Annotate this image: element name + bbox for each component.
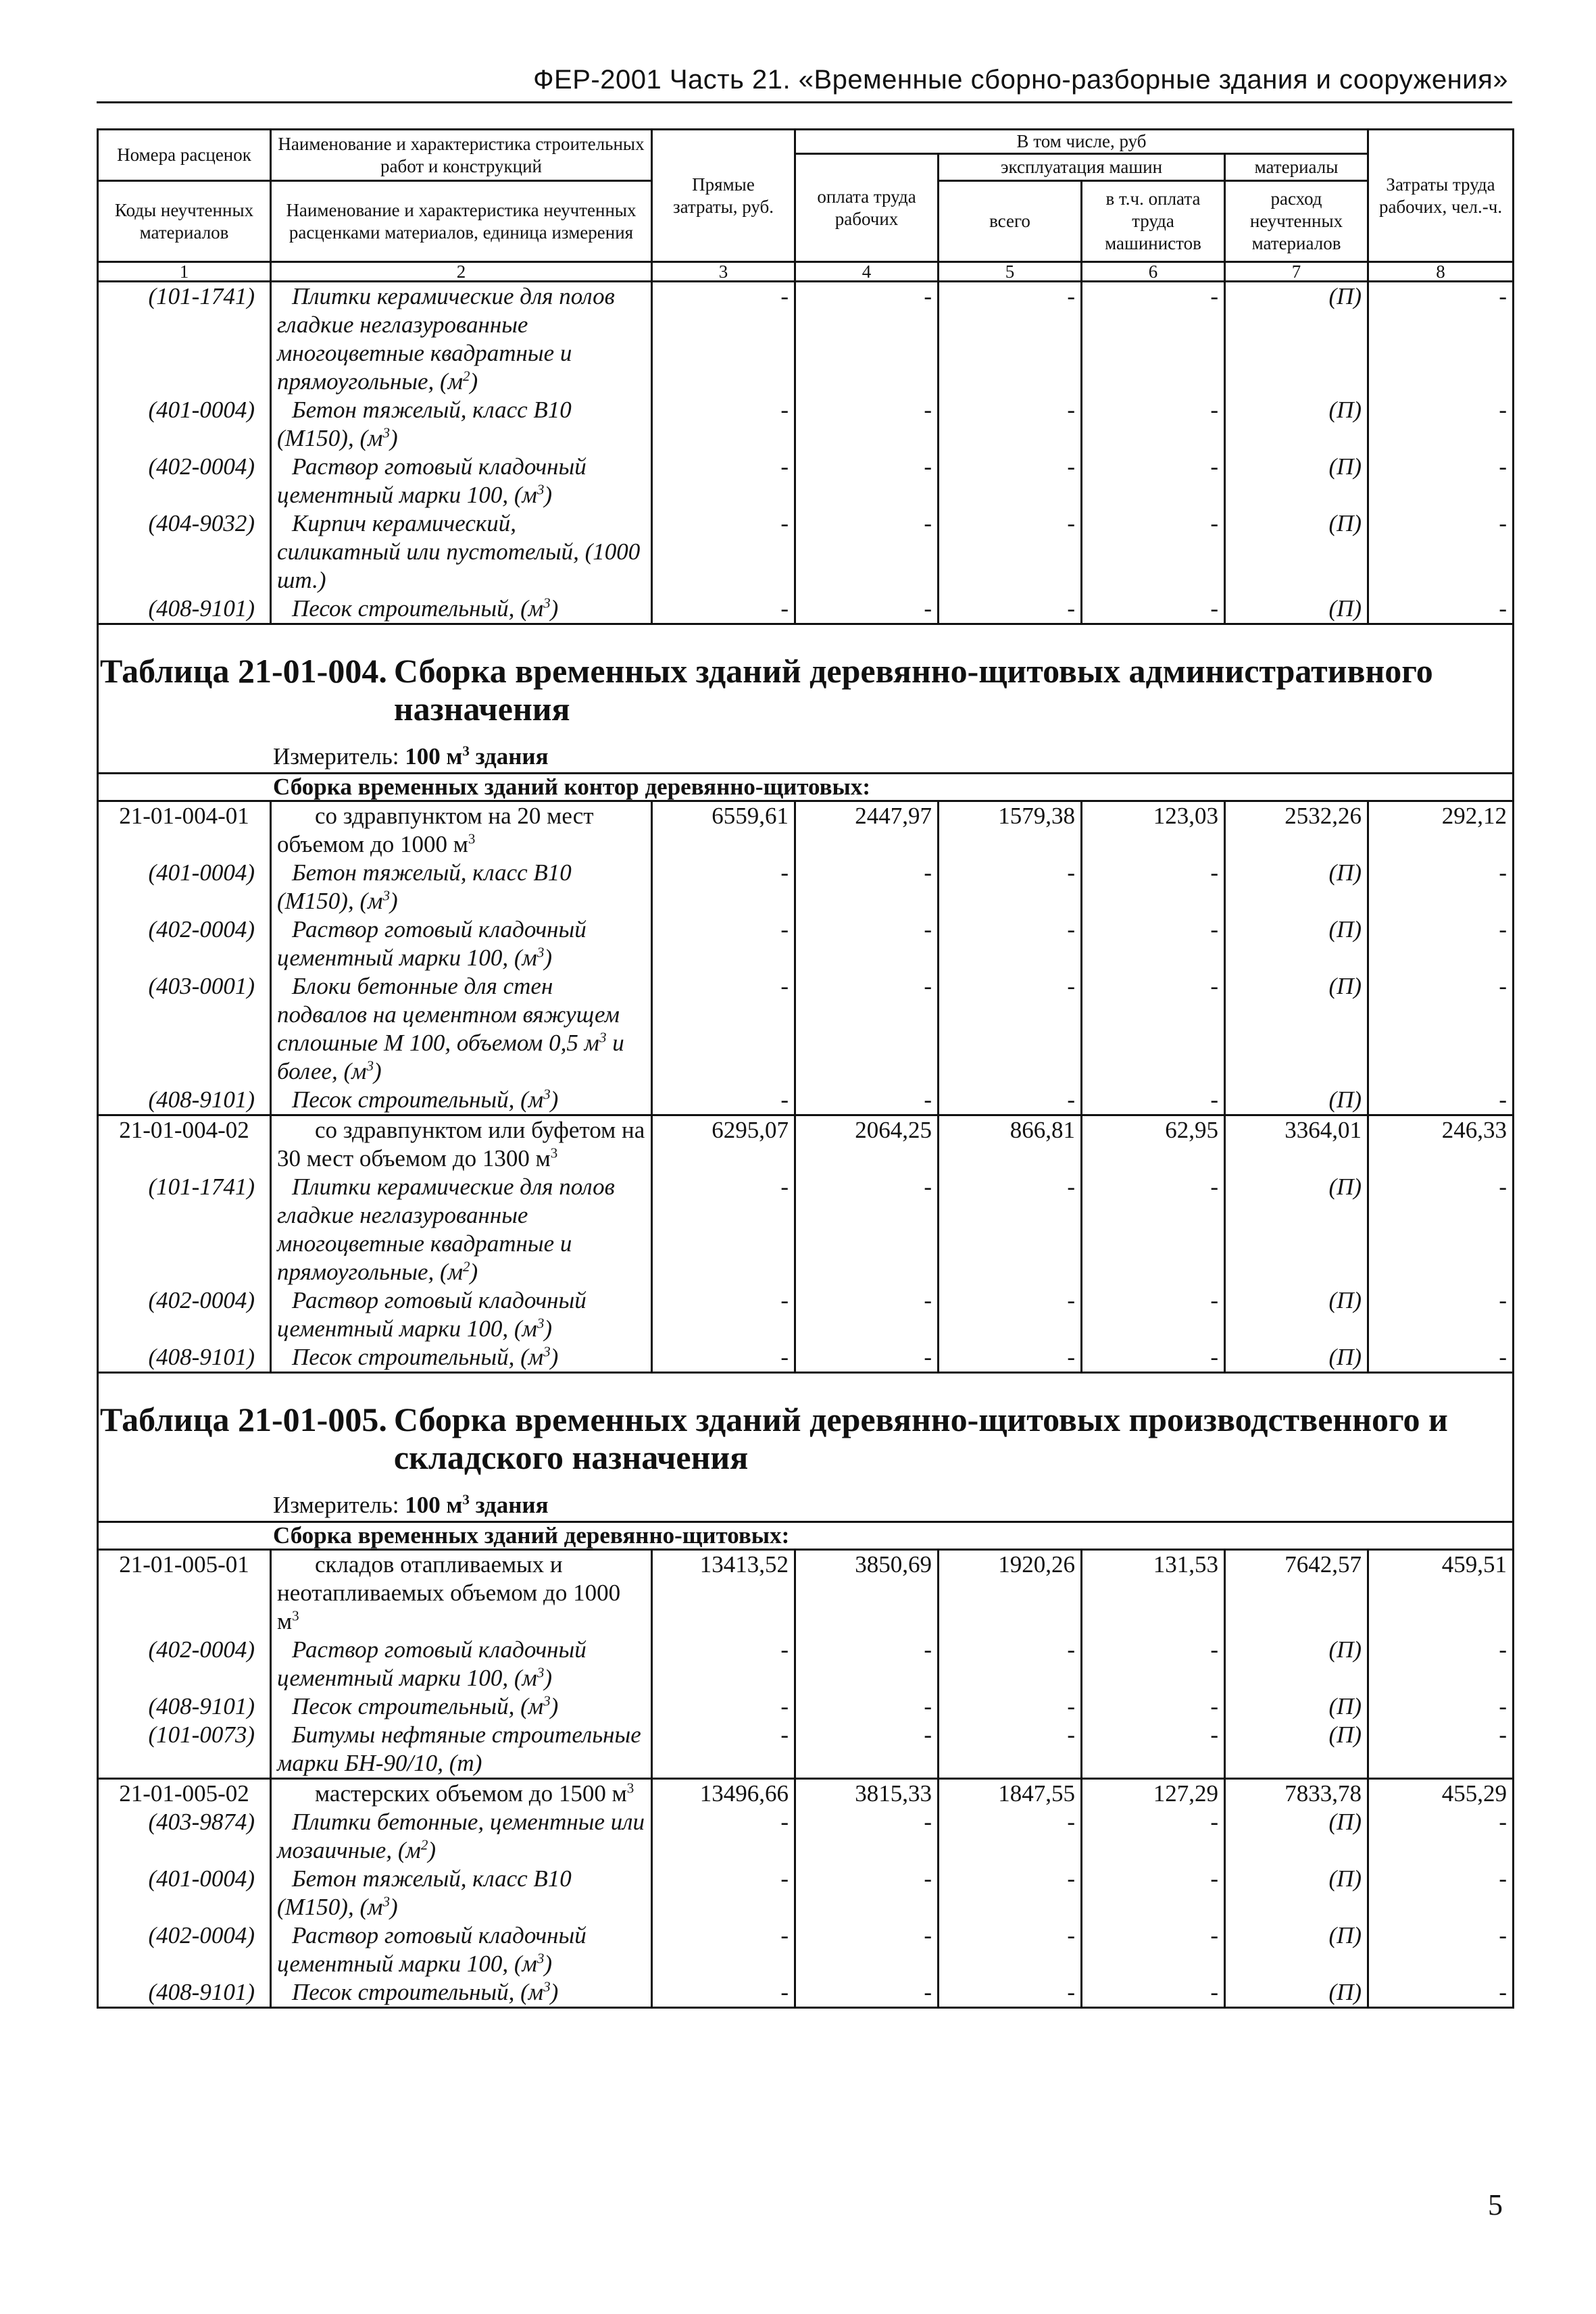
cell-v6: - bbox=[1082, 1286, 1225, 1343]
table-title: Сборка временных зданий деревянно-щитовых административного назначения bbox=[393, 652, 1433, 728]
cell-v3: 13413,52 bbox=[652, 1550, 795, 1636]
cell-v6: - bbox=[1082, 595, 1225, 624]
material-row bbox=[98, 1173, 1514, 1286]
material-row bbox=[98, 1086, 1514, 1115]
group-heading-row bbox=[98, 774, 1514, 801]
cell-v3: - bbox=[652, 859, 795, 915]
cell-v4: 2447,97 bbox=[795, 801, 939, 859]
cell-v7: 3364,01 bbox=[1225, 1115, 1368, 1174]
cell-v5: - bbox=[939, 915, 1082, 972]
cell-code: (408-9101) bbox=[98, 1086, 271, 1115]
cell-v8: - bbox=[1368, 509, 1514, 595]
cell-name: Песок строительный, $(м^3)$ bbox=[271, 1086, 652, 1115]
cell-code: (408-9101) bbox=[98, 1692, 271, 1721]
cell-name: Блоки бетонные для стен подвалов на цементном вяжущем сплошные М 100, объемом 0,5 $м^3$ и более, $(м^3)$ bbox=[271, 972, 652, 1086]
material-row bbox=[98, 972, 1514, 1086]
table-label: Таблица 21-01-005. bbox=[100, 1401, 387, 1438]
cell-v8: - bbox=[1368, 1865, 1514, 1921]
cell-name: Плитки керамические для полов гладкие неглазурованные многоцветные квадратные и прямоугольные, $(м^2)$ bbox=[271, 282, 652, 397]
cell-v7: (П) bbox=[1225, 509, 1368, 595]
cell-v8: - bbox=[1368, 1978, 1514, 2008]
cell-v5: - bbox=[939, 1721, 1082, 1779]
cell-v4: - bbox=[795, 1808, 939, 1865]
cell-name: мастерских объемом до 1500 $м^3$ bbox=[271, 1779, 652, 1809]
cell-v5: - bbox=[939, 282, 1082, 397]
column-number: 5 bbox=[939, 262, 1082, 282]
material-row bbox=[98, 509, 1514, 595]
cell-v4: - bbox=[795, 1343, 939, 1373]
cell-v5: 1920,26 bbox=[939, 1550, 1082, 1636]
cell-code: (402-0004) bbox=[98, 915, 271, 972]
cell-v7: 7833,78 bbox=[1225, 1779, 1368, 1809]
cell-code: (101-0073) bbox=[98, 1721, 271, 1779]
cell-v4: 3815,33 bbox=[795, 1779, 939, 1809]
material-row bbox=[98, 859, 1514, 915]
cell-name: Песок строительный, $(м^3)$ bbox=[271, 1343, 652, 1373]
cell-code: (401-0004) bbox=[98, 1865, 271, 1921]
rate-row bbox=[98, 1115, 1514, 1174]
cell-v7: (П) bbox=[1225, 1808, 1368, 1865]
cell-name: Песок строительный, $(м^3)$ bbox=[271, 595, 652, 624]
cell-v7: 7642,57 bbox=[1225, 1550, 1368, 1636]
cell-v4: - bbox=[795, 859, 939, 915]
cell-v7: (П) bbox=[1225, 1692, 1368, 1721]
cell-name: Бетон тяжелый, класс В10 (М150), $(м^3)$ bbox=[271, 859, 652, 915]
cell-v4: - bbox=[795, 1086, 939, 1115]
cell-v8: - bbox=[1368, 453, 1514, 509]
cell-v3: - bbox=[652, 1173, 795, 1286]
cell-name: Бетон тяжелый, класс В10 (М150), $(м^3)$ bbox=[271, 1865, 652, 1921]
cell-v6: - bbox=[1082, 1808, 1225, 1865]
cell-code: 21-01-005-01 bbox=[98, 1550, 271, 1636]
table-header bbox=[98, 130, 1514, 282]
material-row bbox=[98, 1343, 1514, 1373]
material-row bbox=[98, 915, 1514, 972]
cell-v6: 62,95 bbox=[1082, 1115, 1225, 1174]
cell-v3: 6295,07 bbox=[652, 1115, 795, 1174]
cell-v5: - bbox=[939, 396, 1082, 453]
col-labor-costs-header: Затраты труда рабочих, чел.-ч. bbox=[1368, 130, 1514, 262]
cell-code: (401-0004) bbox=[98, 396, 271, 453]
cell-name: Плитки керамические для полов гладкие неглазурованные многоцветные квадратные и прямоугольные, $(м^2)$ bbox=[271, 1173, 652, 1286]
cell-code: (101-1741) bbox=[98, 282, 271, 397]
page-number: 5 bbox=[1488, 2188, 1503, 2221]
cell-v6: - bbox=[1082, 972, 1225, 1086]
cell-v7: (П) bbox=[1225, 595, 1368, 624]
cell-v8: - bbox=[1368, 1286, 1514, 1343]
cell-v7: (П) bbox=[1225, 282, 1368, 397]
col-worker-pay-header: оплата труда рабочих bbox=[795, 154, 939, 262]
cell-code: (402-0004) bbox=[98, 1286, 271, 1343]
cell-v3: - bbox=[652, 972, 795, 1086]
cell-v4: - bbox=[795, 1721, 939, 1779]
column-number: 4 bbox=[795, 262, 939, 282]
col-direct-costs-header: Прямые затраты, руб. bbox=[652, 130, 795, 262]
cell-v6: - bbox=[1082, 915, 1225, 972]
material-row bbox=[98, 282, 1514, 397]
cell-v5: - bbox=[939, 1343, 1082, 1373]
cell-name: Песок строительный, $(м^3)$ bbox=[271, 1692, 652, 1721]
material-row bbox=[98, 1808, 1514, 1865]
cell-v5: 1847,55 bbox=[939, 1779, 1082, 1809]
cell-v8: - bbox=[1368, 1692, 1514, 1721]
cell-v7: (П) bbox=[1225, 1086, 1368, 1115]
rate-row bbox=[98, 801, 1514, 859]
cell-v3: 6559,61 bbox=[652, 801, 795, 859]
cell-v8: - bbox=[1368, 1808, 1514, 1865]
cell-v4: - bbox=[795, 1865, 939, 1921]
cell-v3: - bbox=[652, 595, 795, 624]
cell-code: (404-9032) bbox=[98, 509, 271, 595]
cell-v5: - bbox=[939, 1865, 1082, 1921]
cell-v4: - bbox=[795, 396, 939, 453]
cell-v5: - bbox=[939, 1978, 1082, 2008]
cell-v7: (П) bbox=[1225, 972, 1368, 1086]
cell-v3: - bbox=[652, 453, 795, 509]
rates-table bbox=[97, 128, 1514, 2009]
cell-v6: - bbox=[1082, 282, 1225, 397]
table-title-row bbox=[98, 1373, 1514, 1477]
cell-v5: 1579,38 bbox=[939, 801, 1082, 859]
material-row bbox=[98, 1865, 1514, 1921]
cell-v7: (П) bbox=[1225, 453, 1368, 509]
cell-v5: - bbox=[939, 1636, 1082, 1692]
cell-v7: 2532,26 bbox=[1225, 801, 1368, 859]
cell-v6: - bbox=[1082, 1343, 1225, 1373]
cell-v6: - bbox=[1082, 859, 1225, 915]
cell-v8: - bbox=[1368, 595, 1514, 624]
measure-value: 100 $м^3$ здания bbox=[405, 743, 549, 770]
cell-v4: - bbox=[795, 453, 939, 509]
material-row bbox=[98, 1721, 1514, 1779]
cell-v6: - bbox=[1082, 1692, 1225, 1721]
cell-name: Раствор готовый кладочный цементный марки 100, $(м^3)$ bbox=[271, 453, 652, 509]
cell-v7: (П) bbox=[1225, 915, 1368, 972]
cell-v8: 292,12 bbox=[1368, 801, 1514, 859]
cell-v8: 459,51 bbox=[1368, 1550, 1514, 1636]
cell-v6: 123,03 bbox=[1082, 801, 1225, 859]
cell-v7: (П) bbox=[1225, 1173, 1368, 1286]
cell-v6: - bbox=[1082, 509, 1225, 595]
cell-code: (408-9101) bbox=[98, 1978, 271, 2008]
cell-v3: - bbox=[652, 1692, 795, 1721]
col-including-header: В том числе, руб bbox=[795, 130, 1368, 154]
cell-code: (402-0004) bbox=[98, 453, 271, 509]
group-heading-row bbox=[98, 1522, 1514, 1550]
cell-v3: - bbox=[652, 1808, 795, 1865]
cell-v3: - bbox=[652, 509, 795, 595]
rate-row bbox=[98, 1550, 1514, 1636]
cell-v5: - bbox=[939, 1286, 1082, 1343]
cell-v8: - bbox=[1368, 915, 1514, 972]
cell-code: 21-01-005-02 bbox=[98, 1779, 271, 1809]
cell-v3: - bbox=[652, 282, 795, 397]
cell-v6: - bbox=[1082, 1636, 1225, 1692]
cell-v4: - bbox=[795, 972, 939, 1086]
cell-v8: - bbox=[1368, 972, 1514, 1086]
material-row bbox=[98, 1978, 1514, 2008]
cell-v8: - bbox=[1368, 1343, 1514, 1373]
cell-code: (403-0001) bbox=[98, 972, 271, 1086]
cell-v3: - bbox=[652, 1978, 795, 2008]
cell-code: (101-1741) bbox=[98, 1173, 271, 1286]
cell-name: складов отапливаемых и неотапливаемых объемом до 1000 $м^3$ bbox=[271, 1550, 652, 1636]
cell-code: 21-01-004-02 bbox=[98, 1115, 271, 1174]
cell-v7: (П) bbox=[1225, 1636, 1368, 1692]
cell-name: со здравпунктом или буфетом на 30 мест объемом до 1300 $м^3$ bbox=[271, 1115, 652, 1174]
column-number: 8 bbox=[1368, 262, 1514, 282]
measure-value: 100 $м^3$ здания bbox=[405, 1491, 549, 1518]
cell-v4: 3850,69 bbox=[795, 1550, 939, 1636]
cell-name: со здравпунктом на 20 мест объемом до 1000 $м^3$ bbox=[271, 801, 652, 859]
col-operator-pay-header: в т.ч. оплата труда машинистов bbox=[1082, 181, 1225, 262]
cell-v4: 2064,25 bbox=[795, 1115, 939, 1174]
cell-v7: (П) bbox=[1225, 1978, 1368, 2008]
cell-v4: - bbox=[795, 282, 939, 397]
cell-v6: - bbox=[1082, 396, 1225, 453]
cell-v3: - bbox=[652, 1636, 795, 1692]
cell-v7: (П) bbox=[1225, 1921, 1368, 1978]
cell-v5: - bbox=[939, 595, 1082, 624]
cell-name: Плитки бетонные, цементные или мозаичные, $(м^2)$ bbox=[271, 1808, 652, 1865]
material-row bbox=[98, 453, 1514, 509]
cell-name: Раствор готовый кладочный цементный марки 100, $(м^3)$ bbox=[271, 1921, 652, 1978]
cell-v5: - bbox=[939, 1808, 1082, 1865]
cell-code: (408-9101) bbox=[98, 1343, 271, 1373]
cell-v6: - bbox=[1082, 1865, 1225, 1921]
cell-v8: 246,33 bbox=[1368, 1115, 1514, 1174]
cell-v5: - bbox=[939, 1173, 1082, 1286]
col-material-code-header: Коды неучтенных материалов bbox=[98, 181, 271, 262]
cell-v3: 13496,66 bbox=[652, 1779, 795, 1809]
col-rate-number-header: Номера расценок bbox=[98, 130, 271, 181]
group-heading: Сборка временных зданий деревянно-щитовых: bbox=[98, 1522, 1514, 1550]
cell-v8: - bbox=[1368, 859, 1514, 915]
group-heading: Сборка временных зданий контор деревянно-щитовых: bbox=[98, 774, 1514, 801]
table-label: Таблица 21-01-004. bbox=[100, 652, 387, 690]
column-numbers-row bbox=[98, 262, 1514, 282]
cell-v6: - bbox=[1082, 1721, 1225, 1779]
col-materials-header: материалы bbox=[1225, 154, 1368, 181]
cell-v4: - bbox=[795, 509, 939, 595]
col-machines-header: эксплуатация машин bbox=[939, 154, 1225, 181]
cell-v4: - bbox=[795, 1978, 939, 2008]
cell-name: Бетон тяжелый, класс В10 (М150), $(м^3)$ bbox=[271, 396, 652, 453]
table-title-row bbox=[98, 624, 1514, 728]
cell-v6: - bbox=[1082, 453, 1225, 509]
measure-label: Измеритель: bbox=[273, 1492, 399, 1518]
cell-code: (403-9874) bbox=[98, 1808, 271, 1865]
cell-v7: (П) bbox=[1225, 859, 1368, 915]
cell-v3: - bbox=[652, 1286, 795, 1343]
cell-name: Песок строительный, $(м^3)$ bbox=[271, 1978, 652, 2008]
cell-v7: (П) bbox=[1225, 396, 1368, 453]
column-number: 2 bbox=[271, 262, 652, 282]
cell-v5: - bbox=[939, 1086, 1082, 1115]
cell-code: 21-01-004-01 bbox=[98, 801, 271, 859]
cell-code: (402-0004) bbox=[98, 1636, 271, 1692]
column-number: 3 bbox=[652, 262, 795, 282]
measure-label: Измеритель: bbox=[273, 743, 399, 770]
cell-v8: - bbox=[1368, 1921, 1514, 1978]
cell-v8: - bbox=[1368, 1636, 1514, 1692]
measure-row bbox=[98, 1476, 1514, 1522]
cell-code: (401-0004) bbox=[98, 859, 271, 915]
running-header: ФЕР-2001 Часть 21. «Временные сборно-разборные здания и сооружения» bbox=[533, 65, 1508, 95]
rate-row bbox=[98, 1779, 1514, 1809]
header-rule bbox=[97, 101, 1512, 103]
cell-v8: 455,29 bbox=[1368, 1779, 1514, 1809]
cell-v5: - bbox=[939, 1692, 1082, 1721]
cell-v7: (П) bbox=[1225, 1286, 1368, 1343]
cell-v3: - bbox=[652, 1921, 795, 1978]
cell-v4: - bbox=[795, 1173, 939, 1286]
material-row bbox=[98, 1692, 1514, 1721]
cell-v5: - bbox=[939, 509, 1082, 595]
cell-v4: - bbox=[795, 1921, 939, 1978]
cell-v8: - bbox=[1368, 282, 1514, 397]
cell-v3: - bbox=[652, 1086, 795, 1115]
column-number: 6 bbox=[1082, 262, 1225, 282]
cell-v7: (П) bbox=[1225, 1343, 1368, 1373]
cell-v3: - bbox=[652, 915, 795, 972]
cell-v3: - bbox=[652, 1343, 795, 1373]
cell-v6: 127,29 bbox=[1082, 1779, 1225, 1809]
cell-code: (408-9101) bbox=[98, 595, 271, 624]
cell-v4: - bbox=[795, 1636, 939, 1692]
column-number: 7 bbox=[1225, 262, 1368, 282]
cell-v8: - bbox=[1368, 1721, 1514, 1779]
table-title: Сборка временных зданий деревянно-щитовых производственного и складского назначения bbox=[393, 1401, 1448, 1476]
col-material-name-header: Наименование и характеристика неучтенных расценками материалов, единица измерения bbox=[271, 181, 652, 262]
cell-v8: - bbox=[1368, 396, 1514, 453]
column-number: 1 bbox=[98, 262, 271, 282]
cell-v3: - bbox=[652, 396, 795, 453]
cell-v5: 866,81 bbox=[939, 1115, 1082, 1174]
cell-name: Кирпич керамический, силикатный или пустотелый, (1000 шт.) bbox=[271, 509, 652, 595]
cell-v7: (П) bbox=[1225, 1721, 1368, 1779]
cell-v6: - bbox=[1082, 1978, 1225, 2008]
col-material-usage-header: расход неучтенных материалов bbox=[1225, 181, 1368, 262]
cell-v3: - bbox=[652, 1865, 795, 1921]
cell-v5: - bbox=[939, 972, 1082, 1086]
cell-v3: - bbox=[652, 1721, 795, 1779]
cell-v4: - bbox=[795, 915, 939, 972]
measure-row bbox=[98, 728, 1514, 774]
cell-v4: - bbox=[795, 1286, 939, 1343]
cell-code: (402-0004) bbox=[98, 1921, 271, 1978]
col-work-name-header: Наименование и характеристика строительных работ и конструкций bbox=[271, 130, 652, 181]
table-body bbox=[98, 282, 1514, 2008]
cell-name: Раствор готовый кладочный цементный марки 100, $(м^3)$ bbox=[271, 1636, 652, 1692]
col-machines-total-header: всего bbox=[939, 181, 1082, 262]
cell-v4: - bbox=[795, 1692, 939, 1721]
cell-v6: - bbox=[1082, 1921, 1225, 1978]
material-row bbox=[98, 1921, 1514, 1978]
cell-v5: - bbox=[939, 859, 1082, 915]
cell-name: Раствор готовый кладочный цементный марки 100, $(м^3)$ bbox=[271, 915, 652, 972]
material-row bbox=[98, 396, 1514, 453]
material-row bbox=[98, 1636, 1514, 1692]
material-row bbox=[98, 595, 1514, 624]
cell-name: Битумы нефтяные строительные марки БН-90/10, (т) bbox=[271, 1721, 652, 1779]
cell-name: Раствор готовый кладочный цементный марки 100, $(м^3)$ bbox=[271, 1286, 652, 1343]
cell-v5: - bbox=[939, 1921, 1082, 1978]
cell-v6: - bbox=[1082, 1086, 1225, 1115]
cell-v8: - bbox=[1368, 1173, 1514, 1286]
cell-v4: - bbox=[795, 595, 939, 624]
cell-v8: - bbox=[1368, 1086, 1514, 1115]
cell-v5: - bbox=[939, 453, 1082, 509]
material-row bbox=[98, 1286, 1514, 1343]
cell-v6: - bbox=[1082, 1173, 1225, 1286]
cell-v7: (П) bbox=[1225, 1865, 1368, 1921]
cell-v6: 131,53 bbox=[1082, 1550, 1225, 1636]
